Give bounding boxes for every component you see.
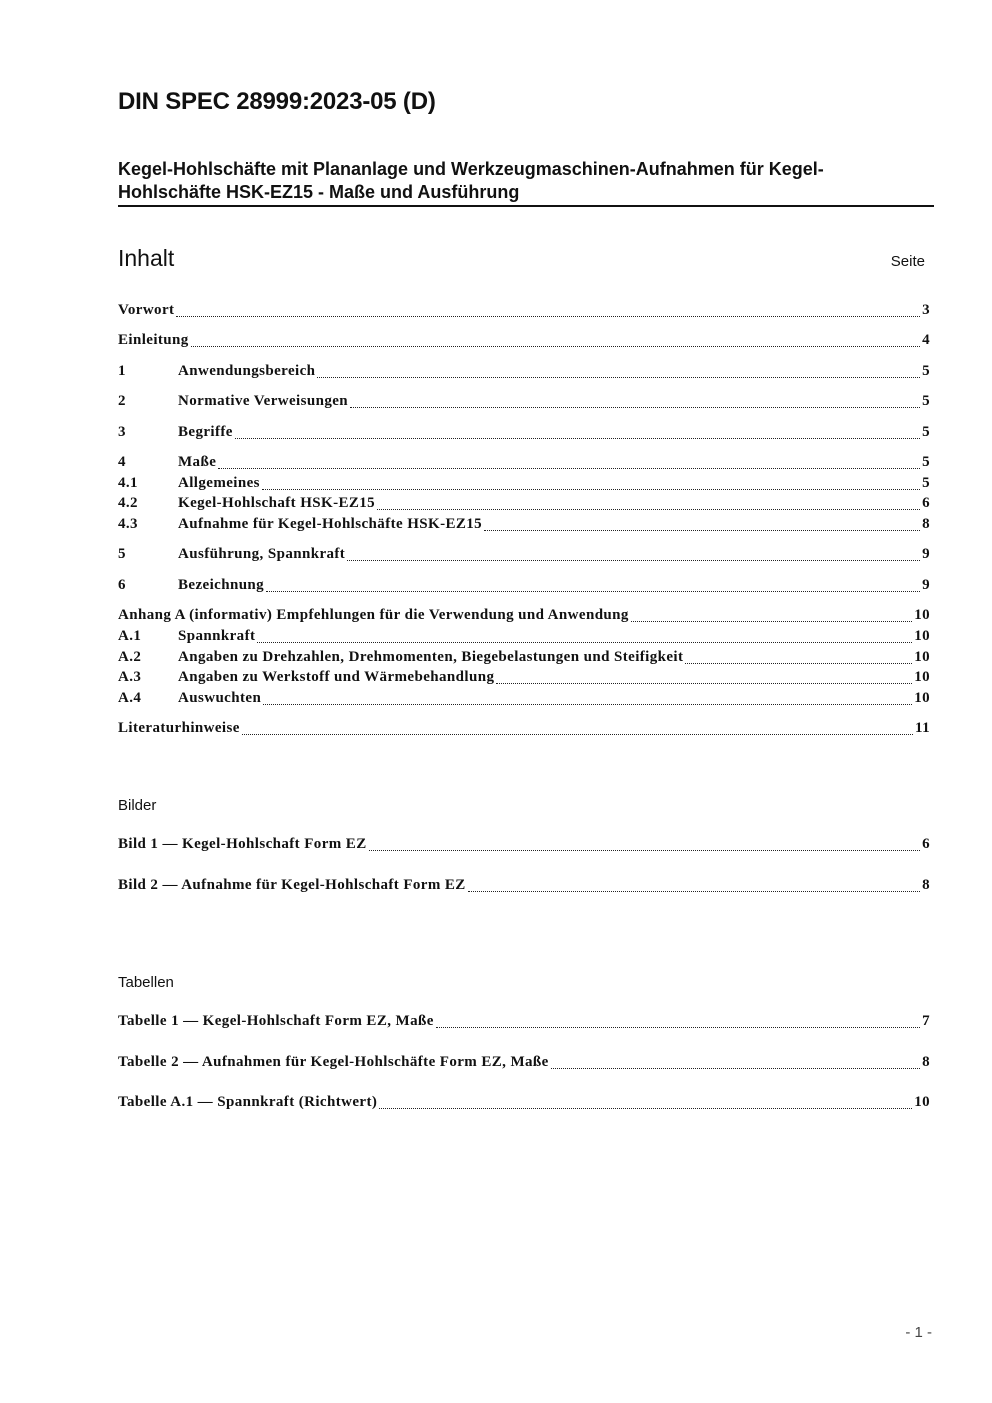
toc-entry-title: Angaben zu Werkstoff und Wärmebehandlung [178, 669, 495, 685]
toc-entry[interactable] [118, 877, 930, 897]
toc-entry-title: Literaturhinweise [118, 720, 240, 736]
dot-leader [484, 529, 920, 531]
toc-entry-title: Bild 1 — Kegel-Hohlschaft Form EZ [118, 836, 367, 852]
toc-entry-page: 7 [922, 1013, 930, 1029]
page-number: - 1 - [905, 1324, 932, 1341]
toc-entry[interactable] [118, 332, 930, 352]
toc-entry-number: A.4 [118, 690, 142, 706]
toc-entry-number: A.2 [118, 649, 142, 665]
document-title [118, 158, 934, 207]
toc-entry-number: 5 [118, 546, 126, 562]
figures-heading: Bilder [118, 797, 157, 814]
toc-entry-title: Ausführung, Spannkraft [178, 546, 346, 562]
dot-leader [347, 559, 920, 561]
toc-entry-title: Vorwort [118, 302, 175, 318]
dot-leader [379, 1107, 912, 1109]
toc-entry-title: Kegel-Hohlschaft HSK-EZ15 [178, 495, 376, 511]
dot-leader [369, 849, 920, 851]
toc-entry-page: 11 [915, 720, 930, 736]
dot-leader [350, 406, 920, 408]
toc-entry[interactable] [118, 628, 930, 648]
toc-entry-page: 10 [914, 649, 930, 665]
toc-entry-number: 6 [118, 577, 126, 593]
toc-entry-title: Aufnahme für Kegel-Hohlschäfte HSK-EZ15 [178, 516, 483, 532]
dot-leader [235, 437, 920, 439]
toc-entry[interactable] [118, 690, 930, 710]
toc-entry-page: 9 [922, 577, 930, 593]
contents-heading: Inhalt [118, 245, 175, 271]
toc-entry[interactable] [118, 1013, 930, 1033]
toc-entry-number: A.3 [118, 669, 142, 685]
toc-entry-title: Tabelle 1 — Kegel-Hohlschaft Form EZ, Maße [118, 1013, 434, 1029]
toc-entry[interactable] [118, 546, 930, 566]
dot-leader [317, 376, 920, 378]
toc-entry[interactable] [118, 720, 930, 740]
toc-entry-page: 5 [922, 454, 930, 470]
toc-entry-page: 6 [922, 495, 930, 511]
toc-entry-page: 10 [914, 607, 930, 623]
toc-entry[interactable] [118, 1054, 930, 1074]
toc-entry-page: 9 [922, 546, 930, 562]
page-column-label: Seite [890, 253, 925, 270]
toc-entry-number: 2 [118, 393, 126, 409]
toc-entry-page: 8 [922, 877, 930, 893]
toc-entry[interactable] [118, 649, 930, 669]
toc-entry-title: Maße [178, 454, 217, 470]
dot-leader [262, 488, 920, 490]
toc-entry-title: Auswuchten [178, 690, 262, 706]
toc-entry-page: 6 [922, 836, 930, 852]
toc-entry-title: Tabelle 2 — Aufnahmen für Kegel-Hohlschäfte Form EZ, Maße [118, 1054, 549, 1070]
document-title-line-2: Hohlschäfte HSK-EZ15 - Maße und Ausführung [118, 182, 520, 202]
dot-leader [257, 641, 912, 643]
toc-entry-page: 4 [922, 332, 930, 348]
toc-entry-title: Angaben zu Drehzahlen, Drehmomenten, Biegebelastungen und Steifigkeit [178, 649, 684, 665]
dot-leader [551, 1067, 920, 1069]
toc-entry[interactable] [118, 363, 930, 383]
toc-entry-page: 8 [922, 1054, 930, 1070]
toc-entry-title: Anhang A (informativ) Empfehlungen für die Verwendung und Anwendung [118, 607, 629, 623]
dot-leader [266, 590, 920, 592]
toc-entry-title: Begriffe [178, 424, 233, 440]
document-title-line-1: Kegel-Hohlschäfte mit Plananlage und Werkzeugmaschinen-Aufnahmen für Kegel- [118, 159, 824, 179]
toc-entry[interactable] [118, 577, 930, 597]
dot-leader [468, 890, 920, 892]
toc-entry-page: 8 [922, 516, 930, 532]
toc-entry[interactable] [118, 516, 930, 536]
dot-leader [218, 467, 920, 469]
toc-entry-page: 5 [922, 475, 930, 491]
dot-leader [176, 315, 920, 317]
toc-entry-title: Einleitung [118, 332, 189, 348]
toc-entry-title: Normative Verweisungen [178, 393, 349, 409]
toc-entry[interactable] [118, 393, 930, 413]
toc-entry-number: 4.3 [118, 516, 138, 532]
dot-leader [436, 1026, 920, 1028]
toc-entry[interactable] [118, 424, 930, 444]
toc-entry-number: 4.2 [118, 495, 138, 511]
toc-entry-title: Tabelle A.1 — Spannkraft (Richtwert) [118, 1094, 378, 1110]
dot-leader [631, 620, 912, 622]
toc-entry-page: 10 [914, 628, 930, 644]
toc-entry-title: Bild 2 — Aufnahme für Kegel-Hohlschaft Form EZ [118, 877, 466, 893]
toc-entry-number: 4.1 [118, 475, 138, 491]
dot-leader [377, 508, 920, 510]
toc-entry-page: 5 [922, 424, 930, 440]
tables-heading: Tabellen [118, 974, 174, 991]
toc-entry-title: Spannkraft [178, 628, 256, 644]
toc-entry[interactable] [118, 669, 930, 689]
toc-entry-page: 3 [922, 302, 930, 318]
toc-entry-page: 10 [914, 669, 930, 685]
toc-entry-page: 10 [914, 690, 930, 706]
toc-entry-page: 5 [922, 363, 930, 379]
toc-entry-page: 5 [922, 393, 930, 409]
toc-entry[interactable] [118, 836, 930, 856]
dot-leader [263, 703, 912, 705]
dot-leader [685, 662, 912, 664]
toc-entry[interactable] [118, 475, 930, 495]
dot-leader [242, 733, 913, 735]
toc-entry[interactable] [118, 1094, 930, 1114]
toc-entry[interactable] [118, 302, 930, 322]
toc-entry[interactable] [118, 607, 930, 627]
toc-entry-number: 4 [118, 454, 126, 470]
toc-entry-title: Anwendungsbereich [178, 363, 316, 379]
toc-entry-number: 3 [118, 424, 126, 440]
toc-entry-title: Allgemeines [178, 475, 260, 491]
toc-entry-page: 10 [914, 1094, 930, 1110]
toc-entry-title: Bezeichnung [178, 577, 265, 593]
document-id: DIN SPEC 28999:2023-05 (D) [118, 88, 436, 115]
toc-entry[interactable] [118, 454, 930, 474]
toc-entry-number: A.1 [118, 628, 142, 644]
dot-leader [191, 345, 920, 347]
toc-entry-number: 1 [118, 363, 126, 379]
dot-leader [496, 682, 912, 684]
toc-entry[interactable] [118, 495, 930, 515]
